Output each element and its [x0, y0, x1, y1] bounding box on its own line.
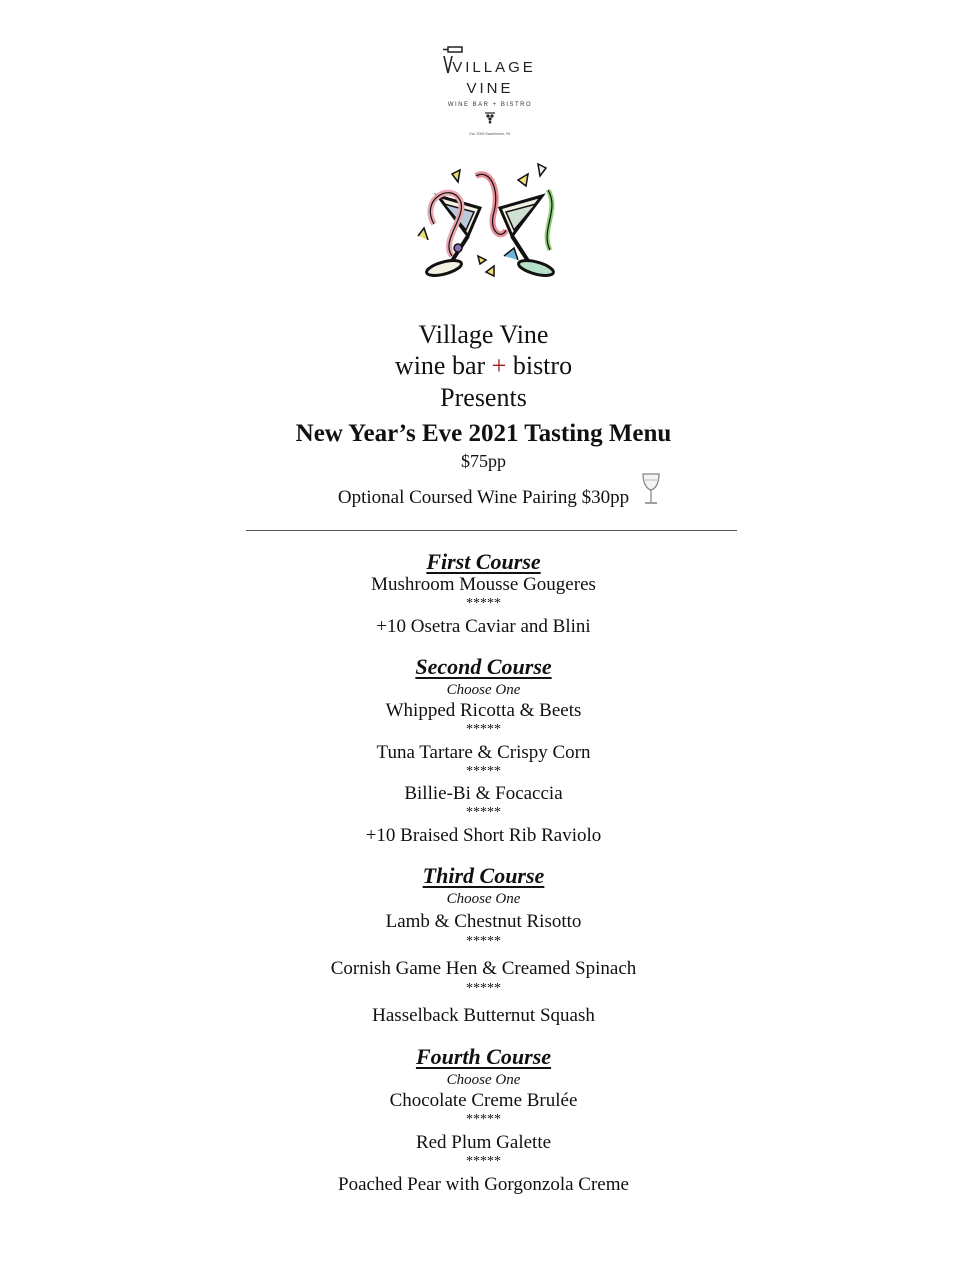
logo-line-village: VILLAGE — [452, 59, 536, 76]
dish-item: Poached Pear with Gorgonzola Creme — [338, 1174, 629, 1195]
dish-separator: ***** — [466, 596, 501, 611]
dish-item: Hasselback Butternut Squash — [372, 1005, 595, 1026]
choose-one-label: Choose One — [446, 1072, 521, 1088]
dish-item: Tuna Tartare & Crispy Corn — [376, 742, 591, 763]
champagne-glasses-toast-icon — [410, 160, 570, 284]
subtitle-wine-bar: wine bar — [394, 351, 486, 380]
dish-item: Chocolate Creme Brulée — [389, 1090, 578, 1111]
course-title-first: First Course — [426, 549, 541, 574]
presents-text: Presents — [440, 383, 527, 412]
restaurant-subtitle — [0, 351, 967, 381]
wine-pairing-line — [0, 487, 967, 509]
course-title-third: Third Course — [422, 863, 545, 888]
wine-glass-icon — [640, 472, 662, 506]
dish-item: Cornish Game Hen & Creamed Spinach — [330, 958, 637, 979]
grape-icon — [484, 112, 496, 124]
dish-item: +10 Braised Short Rib Raviolo — [365, 825, 602, 846]
wine-pairing-text: Optional Coursed Wine Pairing $30pp — [337, 487, 630, 508]
dish-item: Mushroom Mousse Gougeres — [371, 574, 596, 595]
menu-price: $75pp — [461, 451, 506, 471]
menu-title: New Year’s Eve 2021 Tasting Menu — [295, 420, 672, 447]
dish-item: Whipped Ricotta & Beets — [385, 700, 582, 721]
village-vine-logo — [439, 44, 541, 140]
header-divider — [246, 530, 737, 531]
dish-separator: ***** — [466, 722, 501, 737]
choose-one-label: Choose One — [446, 682, 521, 698]
dish-separator: ***** — [466, 1112, 501, 1127]
logo-est-text: Est. 2009 Swarthmore, PA — [469, 132, 511, 136]
dish-separator: ***** — [466, 764, 501, 779]
course-title-second: Second Course — [415, 654, 552, 679]
dish-item: +10 Osetra Caviar and Blini — [376, 616, 591, 637]
course-title-fourth: Fourth Course — [415, 1044, 552, 1069]
subtitle-bistro: bistro — [512, 351, 573, 380]
subtitle-plus: + — [491, 351, 507, 380]
dish-item: Red Plum Galette — [415, 1132, 552, 1153]
dish-separator: ***** — [466, 934, 501, 949]
dish-separator: ***** — [466, 1154, 501, 1169]
dish-separator: ***** — [466, 981, 501, 996]
dish-separator: ***** — [466, 805, 501, 820]
dish-item: Billie-Bi & Focaccia — [404, 783, 563, 804]
logo-tagline: WINE BAR + BISTRO — [447, 102, 533, 108]
dish-item: Lamb & Chestnut Risotto — [385, 911, 582, 932]
choose-one-label: Choose One — [446, 891, 521, 907]
restaurant-name: Village Vine — [418, 320, 549, 349]
logo-line-vine: VINE — [466, 80, 514, 97]
